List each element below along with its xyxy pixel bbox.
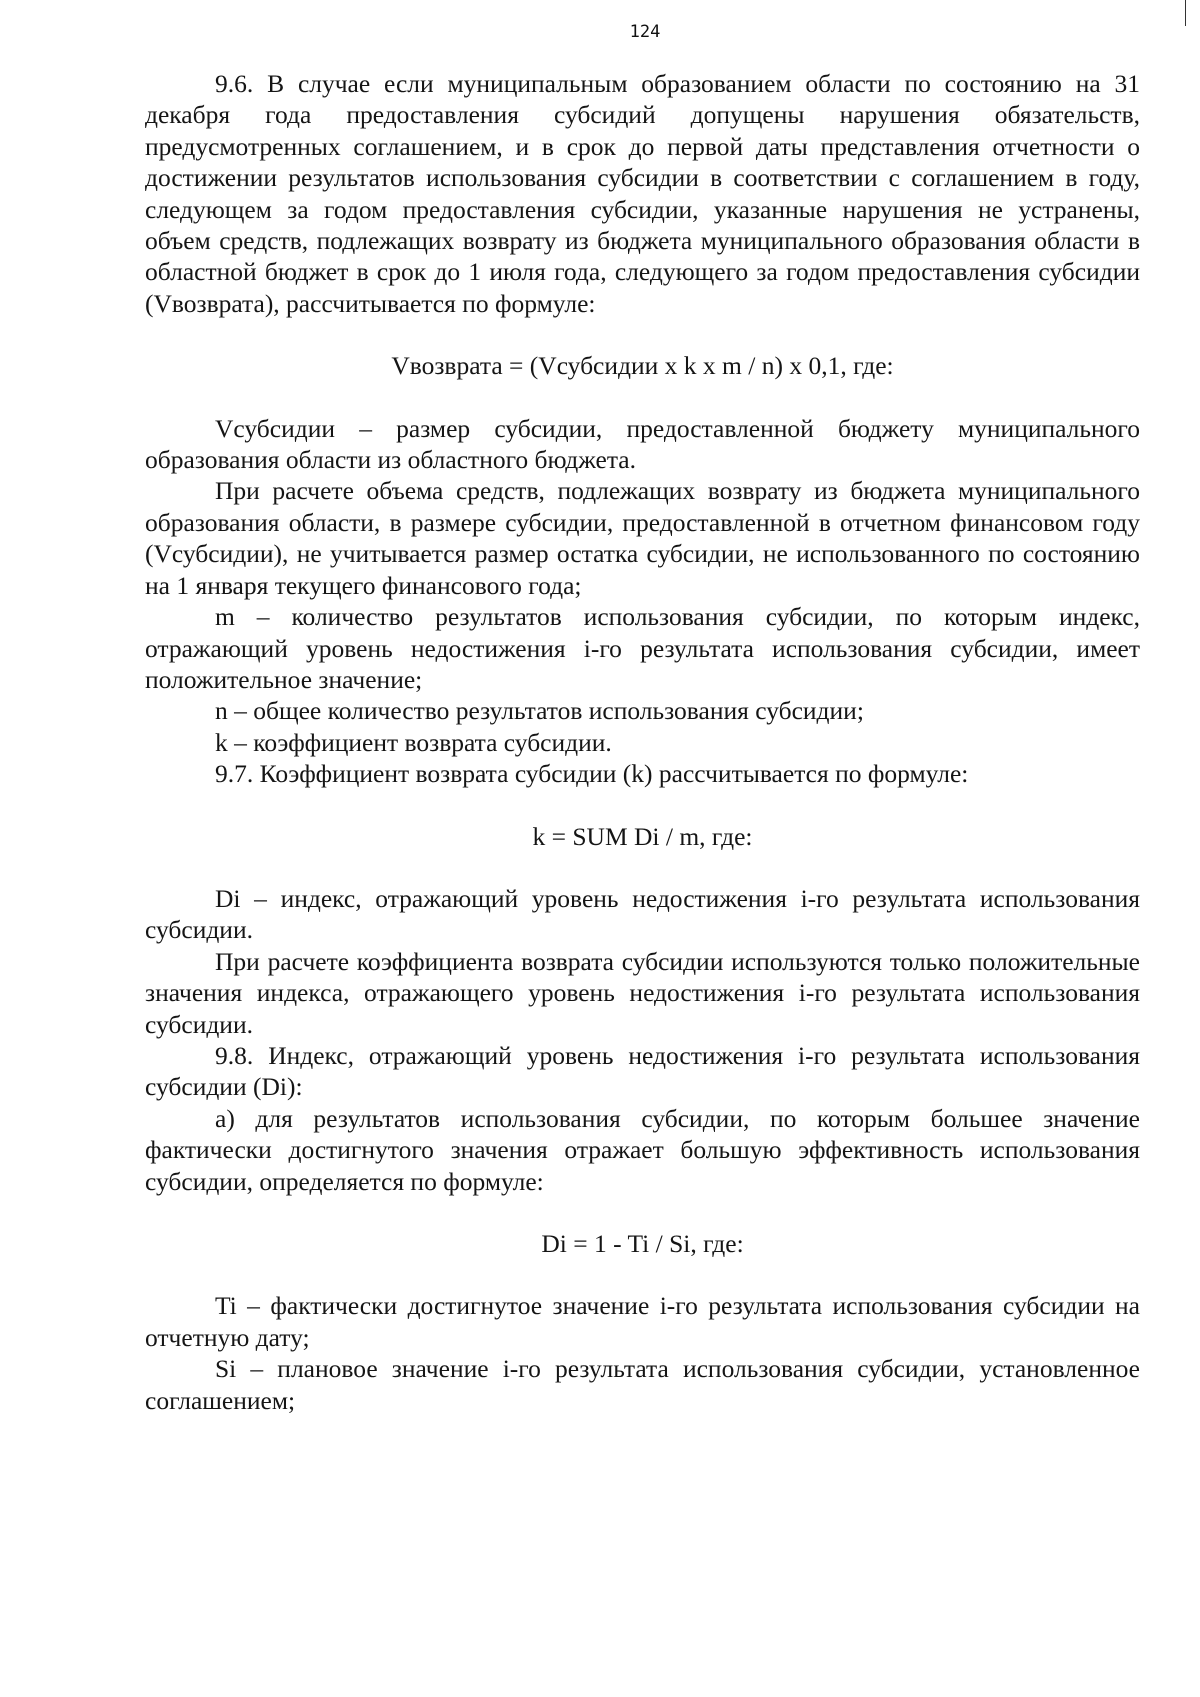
paragraph-9-7: 9.7. Коэффициент возврата субсидии (k) рассчитывается по формуле: — [215, 759, 969, 789]
formula-di: Di = 1 - Ti / Si, где: — [541, 1229, 744, 1258]
definition-ti: Ti – фактически достигнутое значение i-го результата использования субсидии на отчетную дату; — [145, 1291, 1140, 1352]
formula-k: k = SUM Di / m, где: — [532, 821, 753, 851]
document-body — [145, 68, 1140, 1416]
definition-m: m – количество результатов использования субсидии, по которым индекс, отражающий уровень недостижения i-го результата использования субсидии, имеет положительное значение; — [145, 602, 1140, 694]
paragraph-9-8: 9.8. Индекс, отражающий уровень недостижения i-го результата использования субсидии (Di): — [145, 1040, 1140, 1102]
definition-n: n – общее количество результатов использования субсидии; — [215, 696, 864, 726]
definition-k: k – коэффициент возврата субсидии. — [215, 727, 612, 757]
definition-si: Si – плановое значение i-го результата использования субсидии, установленное соглашением; — [145, 1354, 1140, 1415]
formula-v-return: Vвозврата = (Vсубсидии x k x m / n) x 0,1, где: — [391, 351, 894, 381]
definition-di: Di – индекс, отражающий уровень недостижения i-го результата использования субсидии. — [145, 883, 1140, 945]
paragraph-calculation-note: При расчете объема средств, подлежащих возврату из бюджета муниципального образования области, в размере субсидии, предоставленной в отчетном финансовом году (Vсубсидии), не учитывается размер остатка субсидии, не использованного по состоянию на 1 января текущего финансового года; — [145, 476, 1140, 600]
page-number: 124 — [629, 22, 661, 42]
paragraph-positive-values-note: При расчете коэффициента возврата субсидии используются только положительные значения индекса, отражающего уровень недостижения i-го результата использования субсидии. — [145, 946, 1140, 1039]
paragraph-9-8-a: а) для результатов использования субсидии, по которым большее значение фактически достигнутого значения отражает большую эффективность использования субсидии, определяется по формуле: — [145, 1103, 1140, 1196]
definition-v-subsidy: Vсубсидии – размер субсидии, предоставленной бюджету муниципального образования области из областного бюджета. — [145, 413, 1140, 475]
paragraph-9-6: 9.6. В случае если муниципальным образованием области по состоянию на 31 декабря года предоставления субсидий допущены нарушения обязательств, предусмотренных соглашением, и в срок до первой даты представления отчетности о достижении результатов использования субсидии в соответствии с соглашением в году, следующем за годом предоставления субсидии, указанные нарушения не устранены, объем средств, подлежащих возврату из бюджета муниципального образования области в областной бюджет в срок до 1 июля года, следующего за годом предоставления субсидии (Vвозврата), рассчитывается по формуле: — [145, 69, 1140, 318]
